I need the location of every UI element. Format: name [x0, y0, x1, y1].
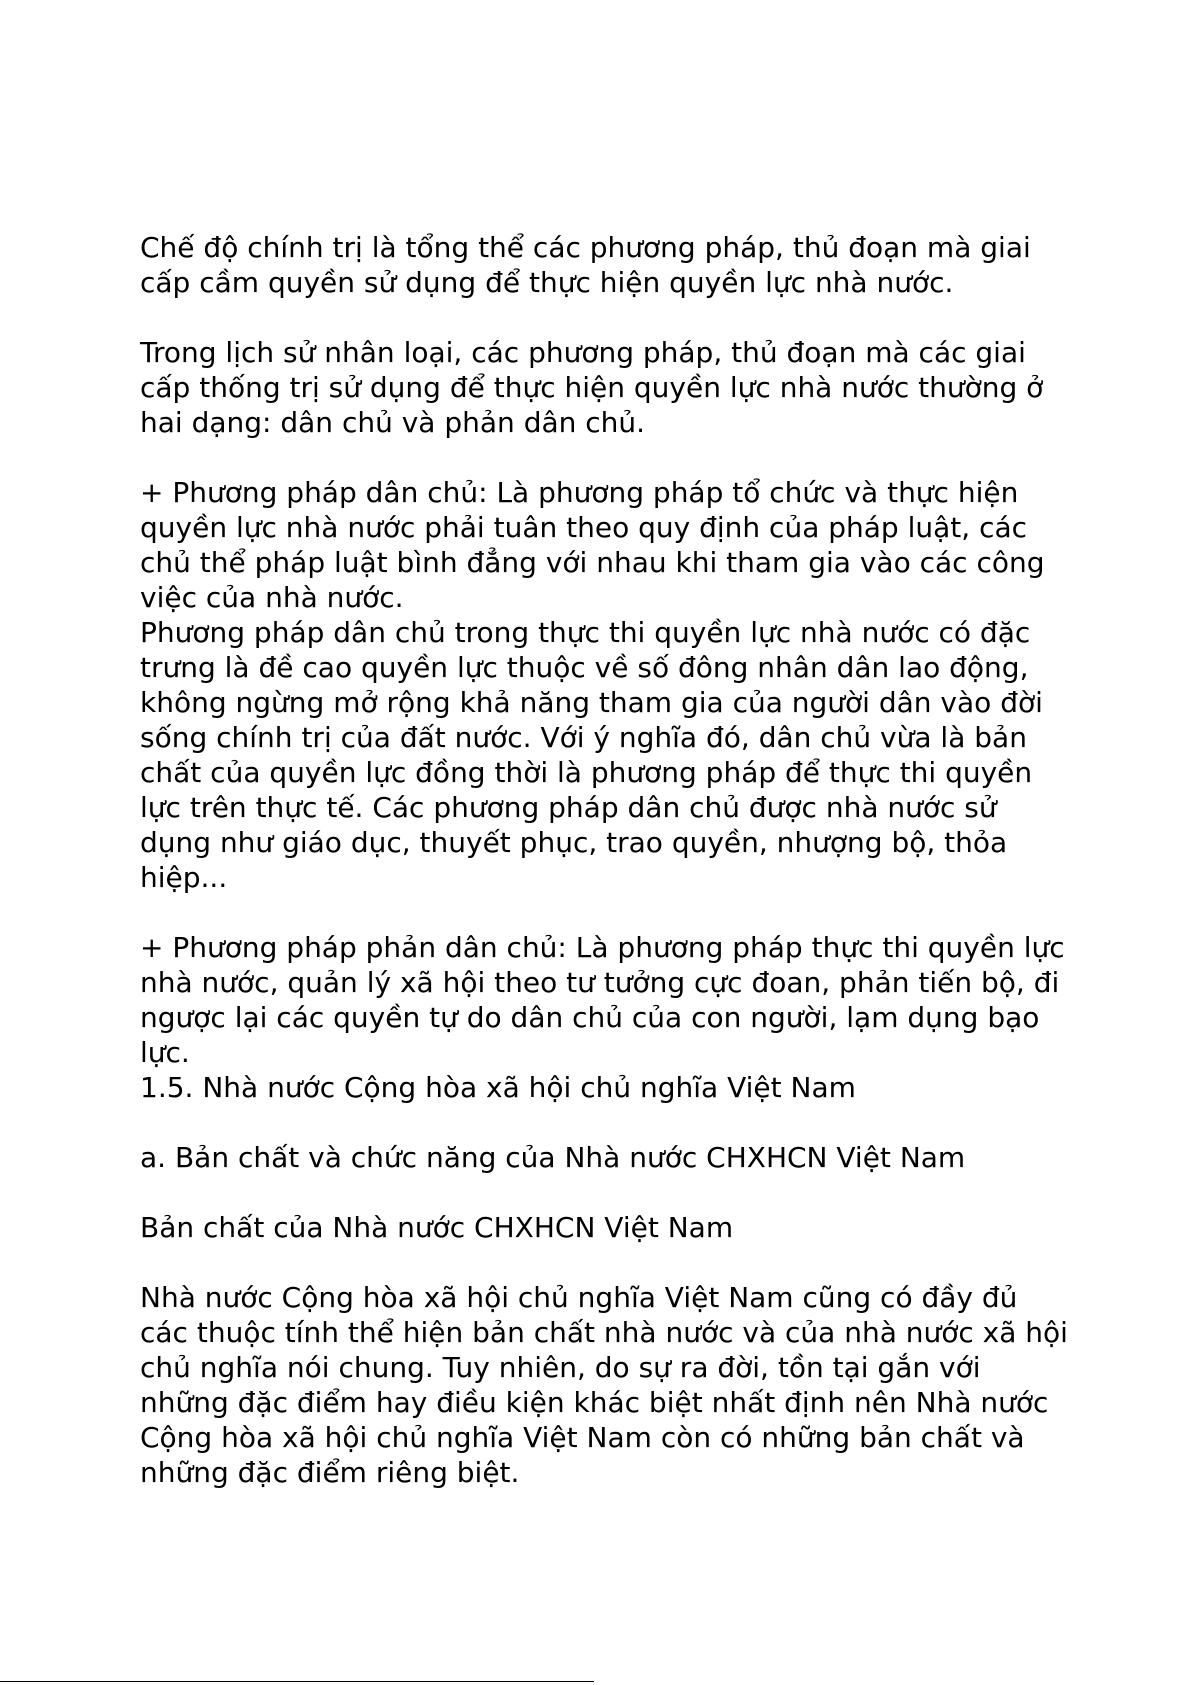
paragraph-political-regime-definition: Chế độ chính trị là tổng thể các phương pháp, thủ đoạn mà giai cấp cầm quyền sử dụng để thực hiện quyền lực nhà nước.: [140, 231, 1031, 299]
subheading-nature: Bản chất của Nhà nước CHXHCN Việt Nam: [140, 1211, 734, 1244]
subsection-heading-nature-functions: a. Bản chất và chức năng của Nhà nước CHXHCN Việt Nam: [140, 1141, 966, 1174]
document-body: [140, 230, 1070, 1490]
footer-divider: [0, 1681, 594, 1682]
paragraph-nature-description: Nhà nước Cộng hòa xã hội chủ nghĩa Việt Nam cũng có đầy đủ các thuộc tính thể hiện bản chất nhà nước và của nhà nước xã hội chủ nghĩa nói chung. Tuy nhiên, do sự ra đời, tồn tại gắn với những đặc điểm hay điều kiện khác biệt nhất định nên Nhà nước Cộng hòa xã hội chủ nghĩa Việt Nam còn có những bản chất và những đặc điểm riêng biệt.: [140, 1281, 1068, 1489]
paragraph-democratic-method: + Phương pháp dân chủ: Là phương pháp tổ chức và thực hiện quyền lực nhà nước phải tuân theo quy định của pháp luật, các chủ thể pháp luật bình đẳng với nhau khi tham gia vào các công việc của nhà nước.: [140, 476, 1045, 614]
paragraph-anti-democratic-method: + Phương pháp phản dân chủ: Là phương pháp thực thi quyền lực nhà nước, quản lý xã hội theo tư tưởng cực đoan, phản tiến bộ, đi ngược lại các quyền tự do dân chủ của con người, lạm dụng bạo lực.: [140, 931, 1065, 1069]
paragraph-democratic-method-detail: Phương pháp dân chủ trong thực thi quyền lực nhà nước có đặc trưng là đề cao quyền lực thuộc về số đông nhân dân lao động, không ngừng mở rộng khả năng tham gia của người dân vào đời sống chính trị của đất nước. Với ý nghĩa đó, dân chủ vừa là bản chất của quyền lực đồng thời là phương pháp để thực thi quyền lực trên thực tế. Các phương pháp dân chủ được nhà nước sử dụng như giáo dục, thuyết phục, trao quyền, nhượng bộ, thỏa hiệp...: [140, 616, 1043, 894]
section-heading-vietnam-state: 1.5. Nhà nước Cộng hòa xã hội chủ nghĩa Việt Nam: [140, 1071, 856, 1104]
paragraph-historical-methods: Trong lịch sử nhân loại, các phương pháp, thủ đoạn mà các giai cấp thống trị sử dụng để thực hiện quyền lực nhà nước thường ở hai dạng: dân chủ và phản dân chủ.: [140, 336, 1044, 439]
